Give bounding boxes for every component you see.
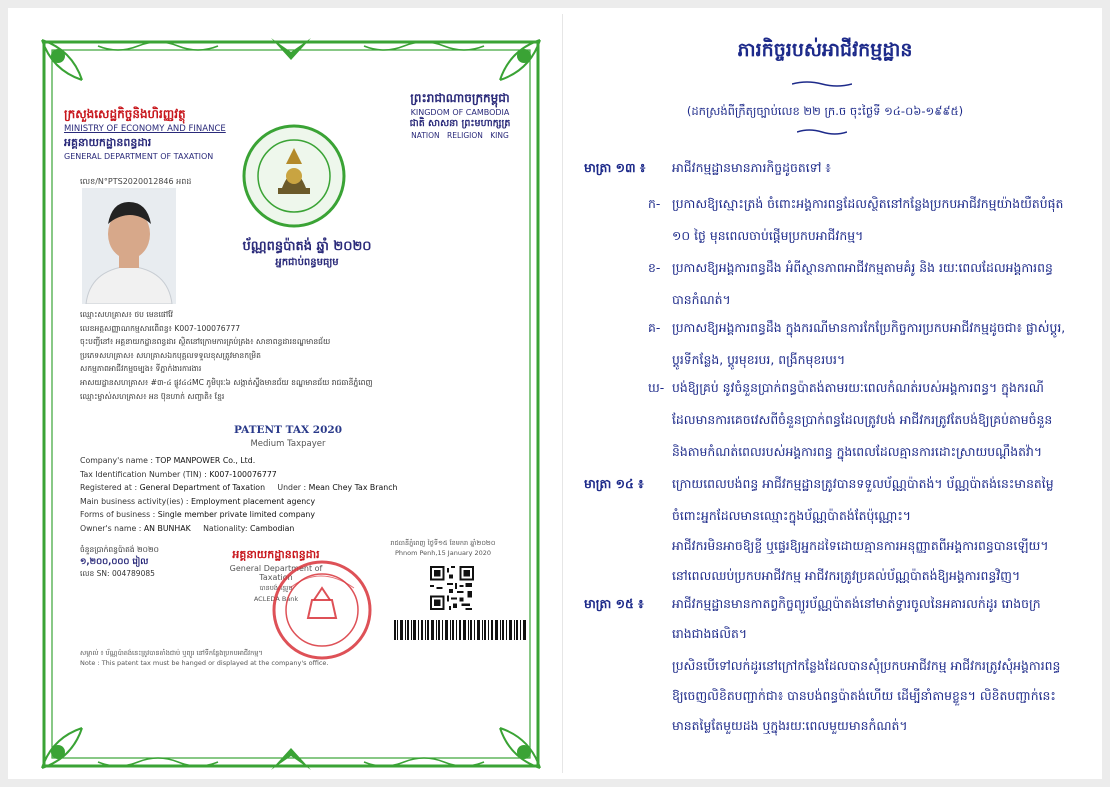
qr-code [430, 566, 474, 610]
article-15-heading: មាត្រា ១៥ ៖ [584, 596, 644, 611]
obligations-title: ភារកិច្ចរបស់អាជីវកម្មដ្ឋាន [737, 39, 913, 61]
patent-certificate [38, 36, 544, 772]
text-line: រោងជាងផលិត។ [672, 626, 748, 641]
issue-date-km: រាជធានីភ្នំពេញ ថ្ងៃទី១៥ ខែមករា ឆ្នាំ២០២០ [390, 539, 496, 547]
info-line: សកម្មភាពអាជីវកម្មចម្បង៖ ទីភ្នាក់ងារការងារ [80, 364, 202, 374]
display-note [80, 648, 520, 668]
field-value: K007-100076777 [209, 469, 277, 479]
field-label: Owner's name : [80, 523, 144, 533]
clause-marker: ខ- [648, 260, 661, 275]
ministry-name-en: MINISTRY OF ECONOMY AND FINANCE [64, 124, 226, 134]
text-line: ក្រោយពេលបង់ពន្ធ អាជីវកម្មដ្ឋានត្រូវបានទទួលប័ណ្ណប៉ាតង់។ ប័ណ្ណប៉ាតង់នេះមានតម្លៃ [672, 476, 1054, 491]
info-line: ប្រភេទសហគ្រាស៖ សហគ្រាសឯកបុគ្គលទទួលខុសត្រូវមានកម្រិត [80, 350, 261, 360]
info-line: ឈ្មោះម្ចាស់សហគ្រាស៖ អន ប៊ុនហាក់ សញ្ជាតិ៖ ខ្មែរ [80, 391, 225, 401]
text-line: ប្រកាសឱ្យអង្គការពន្ធដឹង ក្នុងករណីមានការកែប្រែកិច្ចការប្រកបអាជីវកម្មដូចជា៖ ផ្លាស់ប្តូរ, [672, 320, 1066, 335]
company-name-row [80, 454, 480, 468]
text-line: នៅពេលឈប់ប្រកបអាជីវកម្ម អាជីវករត្រូវប្រគល់ប័ណ្ណប៉ាតង់ឱ្យអង្គការពន្ធវិញ។ [672, 568, 1021, 583]
info-line: លេខអត្តសញ្ញាណកម្មសារពើពន្ធ៖ K007-100076777 [80, 323, 241, 333]
patent-title: PATENT TAX 2020 [234, 424, 342, 436]
signatory-km: អគ្គនាយកដ្ឋានពន្ធដារ [232, 548, 320, 561]
text-line: អាជីវកម្មដ្ឋានមានកាតព្វកិច្ចព្យួរប័ណ្ណប៉ាតង់នៅមាត់ទ្វារចូលនៃអគារលក់ដូរ រោងចក្រ [672, 596, 1041, 611]
english-info-block [80, 454, 480, 536]
signatory-en: General Department of Taxation [229, 564, 323, 582]
info-line: ចុះបញ្ជីនៅ៖ អគ្គនាយកដ្ឋានពន្ធដារ ស្ថិតនៅក្រោមការគ្រប់គ្រង៖ សាខាពន្ធដារខណ្ឌមានជ័យ [80, 337, 331, 347]
kingdom-name-en: KINGDOM OF CAMBODIA [410, 108, 510, 117]
text-line: ប្រកាសឱ្យអង្គការពន្ធដឹង អំពីស្ថានភាពអាជីវកម្មតាមគំរូ និង រយៈពេលដែលអង្គការពន្ធ [672, 260, 1053, 275]
registered-row [80, 481, 480, 495]
ministry-name-km: ក្រសួងសេដ្ឋកិច្ចនិងហិរញ្ញវត្ថុ [64, 107, 186, 121]
serial-number: លេខ/N°PTS2020012846 អពដ [80, 177, 192, 186]
kingdom-header [390, 90, 530, 140]
clause-marker: ឃ- [648, 380, 665, 395]
taxation-seal-logo [242, 124, 346, 228]
text-line: អាជីវករមិនអាចឱ្យខ្ចី ឬផ្ទេរឱ្យអ្នកដទៃដោយគ្មានការអនុញ្ញាតពីអង្គការពន្ធបានឡើយ។ [672, 538, 1049, 553]
field-label: Nationality: [190, 523, 250, 533]
business-form-row [80, 508, 480, 522]
field-value: General Department of Taxation [139, 483, 266, 493]
certificate-title-km: ប័ណ្ណពន្ធប៉ាតង់ ឆ្នាំ ២០២០ [242, 239, 372, 254]
fee-serial: លេខ SN: 004789085 [80, 569, 155, 578]
text-line: ចំពោះអ្នកដែលមានឈ្មោះក្នុងប័ណ្ណប៉ាតង់តែប៉ុណ្ណោះ។ [672, 508, 911, 523]
motto-km: ជាតិ សាសនា ព្រះមហាក្សត្រ [409, 118, 511, 129]
note-km: សម្គាល់ ៖ ប័ណ្ណប៉ាតង់នេះត្រូវបានតាំងជាប់ ឬព្យួរ នៅទីកន្លែងប្រកបអាជីវកម្ម។ [80, 649, 263, 657]
page-divider [562, 14, 563, 773]
ministry-header [64, 106, 254, 161]
text-line: មានតម្លៃតែមួយដង ឬក្នុងរយៈពេលមួយមានកំណត់។ [672, 718, 908, 733]
field-label: Registered at : [80, 483, 140, 493]
kingdom-name-km: ព្រះរាជាណាចក្រកម្ពុជា [410, 91, 510, 105]
clause-marker: គ- [648, 320, 661, 335]
fee-amount: ១,២០០,០០០ រៀល [80, 557, 149, 567]
fee-block [80, 544, 220, 580]
title-ornament [792, 80, 852, 88]
patent-subtitle: Medium Taxpayer [250, 439, 326, 449]
certificate-subtitle-km: អ្នកជាប់ពន្ធមធ្យម [275, 257, 339, 268]
note-en: Note : This patent tax must be hanged or displayed at the company's office. [80, 659, 329, 667]
field-label: Main business activity(ies) : [80, 496, 191, 506]
text-line: ឱ្យចេញលិខិតបញ្ជាក់ជា៖ បានបង់ពន្ធប៉ាតង់ហើយ ដើម្បីនាំតាមខ្លួន។ លិខិតបញ្ជាក់នេះ [672, 688, 1056, 703]
text-line: ដែលមានការគេចវេសពីចំនួនប្រាក់ពន្ធដែលត្រូវបង់ អាជីវករត្រូវតែបង់ឱ្យគ្រប់តាមចំនួន [672, 412, 1053, 427]
field-value: TOP MANPOWER Co., Ltd. [155, 456, 256, 465]
article-13-heading: មាត្រា ១៣ ៖ [584, 160, 646, 175]
subtitle-ornament [797, 128, 847, 136]
field-value: Single member private limited company [157, 510, 315, 520]
field-value: AN BUNHAK [143, 523, 191, 533]
text-line: ប្រសិនបើទៅលក់ដូរនៅក្រៅកន្លែងដែលបានសុំប្រកបអាជីវកម្ម អាជីវករត្រូវសុំអង្គការពន្ធ [672, 658, 1061, 673]
owner-row [80, 522, 480, 536]
info-line: ឈ្មោះសហគ្រាស៖ ថប មេនផៅវ៉ែ [80, 310, 173, 319]
bank-note: បានបង់ពន្ធរួច [259, 584, 293, 592]
text-line: ប្រកាសឱ្យស្មោះត្រង់ ចំពោះអង្គការពន្ធដែលស្ថិតនៅកន្លែងប្រកបអាជីវកម្មយ៉ាងយឺតបំផុត [672, 196, 1064, 211]
patent-heading [208, 424, 368, 449]
bank-name: ACLEDA Bank [253, 595, 299, 603]
text-line: អាជីវកម្មដ្ឋានមានភារកិច្ចដូចតទៅ ៖ [672, 160, 831, 175]
fee-label: ចំនួនប្រាក់ពន្ធប៉ាតង់ ២០២០ [80, 545, 159, 554]
business-activity-row [80, 495, 480, 509]
department-name-km: អគ្គនាយកដ្ឋានពន្ធដារ [64, 136, 152, 149]
text-line: និងតាមកំណត់ពេលរបស់អង្គការពន្ធ ក្នុងពេលដែលគ្មានការដោះស្រាយបណ្តឹងតវ៉ា។ [672, 444, 1043, 459]
obligations-subtitle: (ដកស្រង់ពីក្រឹត្យច្បាប់លេខ ២២ ក្រ.ច ចុះថ្ងៃទី ១៤-០៦-១៩៩៥) [686, 104, 964, 118]
field-value: Mean Chey Tax Branch [308, 483, 398, 493]
text-line: បង់ឱ្យគ្រប់ នូវចំនួនប្រាក់ពន្ធប៉ាតង់តាមរយៈពេលកំណត់របស់អង្គការពន្ធ។ ក្នុងករណី [672, 380, 1044, 395]
department-name-en: GENERAL DEPARTMENT OF TAXATION [64, 152, 214, 161]
field-value: Cambodian [249, 523, 295, 533]
field-label: Under : [265, 483, 309, 493]
barcode [394, 620, 526, 640]
article-14-heading: មាត្រា ១៤ ៖ [584, 476, 644, 491]
field-label: Tax Identification Number (TIN) : [80, 469, 210, 479]
field-value: Employment placement agency [190, 496, 316, 506]
tin-row [80, 468, 480, 482]
motto-en: NATION RELIGION KING [411, 131, 509, 140]
info-line: អាសយដ្ឋានសហគ្រាស៖ #៣-៤ ផ្លូវ៤៤MC ភូមិបុរៈ៦ សង្កាត់ស្ទឹងមានជ័យ ខណ្ឌមានជ័យ រាជធានីភ្នំពេញ [80, 377, 373, 387]
owner-photo [82, 188, 176, 304]
text-line: ១០ ថ្ងៃ មុនពេលចាប់ផ្តើមប្រកបអាជីវកម្ម។ [672, 228, 864, 243]
field-label: Forms of business : [80, 510, 158, 520]
khmer-info-block [80, 308, 540, 403]
field-label: Company's name : [80, 456, 156, 465]
text-line: បានកំណត់។ [672, 292, 731, 307]
official-stamp [270, 558, 374, 662]
issue-date-en: Phnom Penh,15 January 2020 [394, 549, 492, 557]
text-line: ប្តូរទីកន្លែង, ប្តូរមុខរបរ, ពង្រីកមុខរបរ។ [672, 352, 846, 367]
issue-date-block [378, 538, 508, 558]
clause-marker: ក- [648, 196, 661, 211]
